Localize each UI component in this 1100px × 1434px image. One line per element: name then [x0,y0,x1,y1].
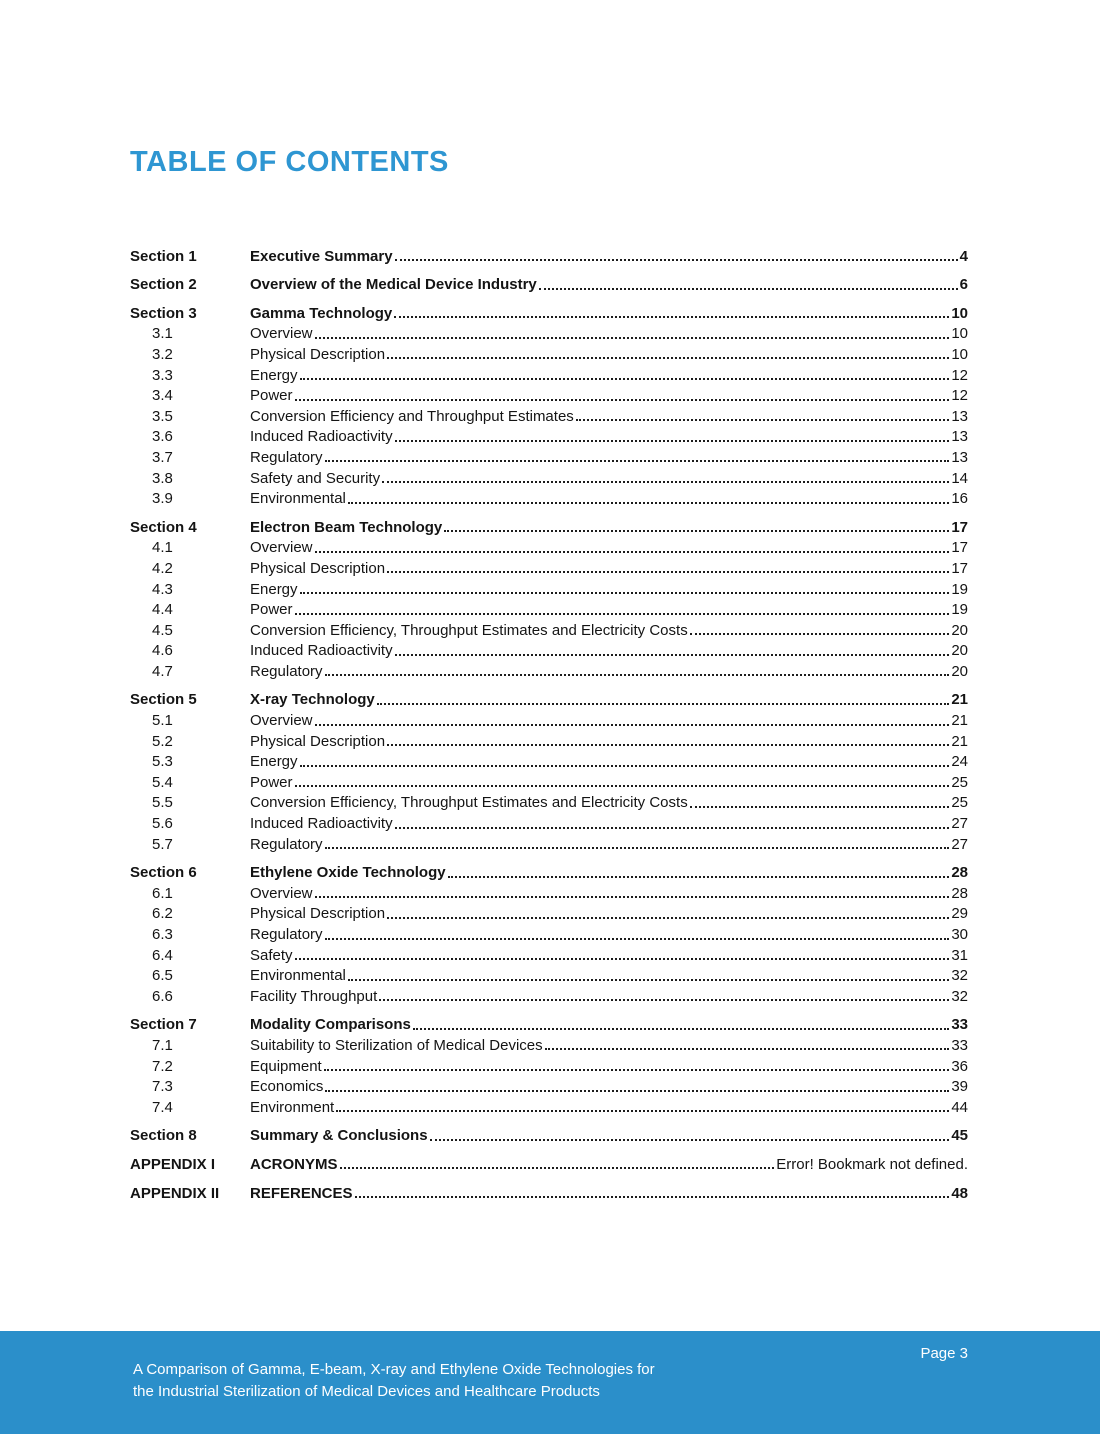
toc-entry[interactable] [130,1013,968,1034]
footer-report-title-line2: the Industrial Sterilization of Medical Devices and Healthcare Products [133,1383,600,1400]
toc-entry-title: Power [250,773,293,791]
toc-entry-label: 5.3 [152,753,173,771]
toc-entry-page: 32 [951,967,968,985]
toc-entry-page: 13 [951,428,968,446]
toc-entry-label: 4.5 [152,621,173,639]
toc-entry-title: X-ray Technology [250,691,375,709]
toc-entry-label: 3.4 [152,387,173,405]
toc-entry-title: Overview [250,712,313,730]
toc-entry-label: Section 2 [130,276,197,294]
toc-entry-title: Conversion Efficiency and Throughput Estimates [250,407,574,425]
toc-leader-dots [377,703,950,705]
toc-entry-title: Overview [250,539,313,557]
toc-entry[interactable] [130,1054,968,1075]
toc-entry-title: Conversion Efficiency, Throughput Estimates and Electricity Costs [250,621,688,639]
toc-entry[interactable] [130,1152,968,1173]
toc-entry-title: Overview [250,884,313,902]
toc-entry-title: Physical Description [250,345,386,363]
toc-entry-page: Error! Bookmark not defined. [776,1155,968,1173]
toc-entry-title: Suitability to Sterilization of Medical Devices [250,1036,543,1054]
toc-entry-title: Environmental [250,490,346,508]
toc-entry[interactable] [130,404,968,425]
toc-entry-label: Section 8 [130,1127,197,1145]
toc-entry-label: 6.5 [152,967,173,985]
toc-entry[interactable] [130,487,968,508]
toc-entry-title: Safety and Security [250,469,381,487]
footer-page-number: Page 3 [920,1345,968,1362]
toc-leader-dots [413,1028,949,1030]
toc-entry-page: 33 [951,1036,968,1054]
toc-entry-title: Electron Beam Technology [250,518,443,536]
toc-entry[interactable] [130,708,968,729]
toc-leader-dots [325,674,950,676]
toc-entry-title: Facility Throughput [250,987,378,1005]
toc-entry-page: 20 [951,621,968,639]
toc-entry-label: Section 4 [130,518,197,536]
toc-leader-dots [295,613,950,615]
footer-report-title-line1: A Comparison of Gamma, E-beam, X-ray and Ethylene Oxide Technologies for [133,1361,655,1378]
toc-entry-page: 21 [951,712,968,730]
toc-entry-title: Induced Radioactivity [250,642,393,660]
toc-entry-label: Section 7 [130,1016,197,1034]
toc-leader-dots [395,259,958,261]
toc-entry-page: 28 [951,864,968,882]
toc-entry[interactable] [130,750,968,771]
toc-entry-page: 6 [959,276,968,294]
toc-entry-label: 4.1 [152,539,173,557]
toc-entry[interactable] [130,791,968,812]
toc-leader-dots [387,744,949,746]
toc-entry-page: 27 [951,835,968,853]
toc-leader-dots [348,979,949,981]
toc-entry-label: 6.4 [152,946,173,964]
toc-entry[interactable] [130,902,968,923]
toc-leader-dots [387,917,949,919]
toc-entry-label: 4.7 [152,662,173,680]
toc-entry[interactable] [130,384,968,405]
toc-entry-label: 4.2 [152,559,173,577]
toc-entry[interactable] [130,881,968,902]
toc-leader-dots [395,827,950,829]
toc-entry[interactable] [130,688,968,709]
toc-entry-page: 10 [951,325,968,343]
toc-leader-dots [315,337,950,339]
toc-leader-dots [340,1167,775,1169]
toc-entry-page: 32 [951,987,968,1005]
toc-leader-dots [545,1048,950,1050]
toc-entry-page: 20 [951,662,968,680]
toc-entry[interactable] [130,832,968,853]
toc-entry-page: 21 [951,732,968,750]
toc-leader-dots [300,378,950,380]
toc-leader-dots [295,958,950,960]
toc-leader-dots [325,847,950,849]
toc-entry-page: 48 [951,1184,968,1202]
toc-leader-dots [325,1090,949,1092]
toc-leader-dots [315,551,950,553]
toc-leader-dots [394,316,949,318]
toc-entry-page: 20 [951,642,968,660]
toc-entry-page: 17 [951,539,968,557]
toc-entry-title: Energy [250,580,298,598]
toc-entry-page: 4 [959,247,968,265]
toc-entry-page: 28 [951,884,968,902]
toc-entry-title: Power [250,601,293,619]
toc-entry-title: Modality Comparisons [250,1016,411,1034]
toc-entry-label: Section 1 [130,247,197,265]
toc-entry-label: 4.4 [152,601,173,619]
toc-leader-dots [325,460,950,462]
toc-entry-page: 17 [951,518,968,536]
toc-leader-dots [295,399,950,401]
toc-entry[interactable] [130,943,968,964]
toc-entry-label: 5.2 [152,732,173,750]
toc-entry[interactable] [130,984,968,1005]
toc-entry-label: Section 5 [130,691,197,709]
toc-leader-dots [336,1110,949,1112]
toc-entry-title: Physical Description [250,732,386,750]
toc-leader-dots [325,938,950,940]
toc-leader-dots [387,357,949,359]
toc-entry[interactable] [130,922,968,943]
toc-entry-label: 7.4 [152,1098,173,1116]
toc-entry[interactable] [130,556,968,577]
toc-entry-title: Environment [250,1098,335,1116]
toc-entry-page: 30 [951,926,968,943]
toc-entry-title: Executive Summary [250,247,393,265]
toc-entry-page: 24 [951,753,968,771]
toc-leader-dots [295,785,950,787]
toc-leader-dots [395,654,950,656]
toc-entry-page: 36 [951,1057,968,1075]
toc-entry-page: 10 [951,304,968,322]
toc-entry[interactable] [130,729,968,750]
toc-entry-page: 13 [951,448,968,466]
toc-entry[interactable] [130,577,968,598]
toc-entry-title: Power [250,387,293,405]
toc-entry-page: 31 [951,946,968,964]
toc-entry[interactable] [130,244,968,265]
toc-entry-page: 14 [951,469,968,487]
toc-entry-title: Regulatory [250,662,323,680]
toc-entry-title: Induced Radioactivity [250,815,393,833]
toc-entry-title: Physical Description [250,559,386,577]
toc-entry[interactable] [130,659,968,680]
toc-entry-title: Gamma Technology [250,304,393,322]
toc-leader-dots [539,288,958,290]
table-of-contents [130,244,968,1202]
toc-entry-title: Induced Radioactivity [250,428,393,446]
toc-entry-label: 3.1 [152,325,173,343]
toc-entry[interactable] [130,639,968,660]
page-footer [0,1331,1100,1434]
toc-leader-dots [382,481,949,483]
toc-entry-page: 44 [951,1098,968,1116]
toc-entry-title: Summary & Conclusions [250,1127,428,1145]
toc-entry-title: Regulatory [250,448,323,466]
toc-entry-title: Regulatory [250,835,323,853]
toc-entry-page: 17 [951,559,968,577]
toc-entry-title: Overview of the Medical Device Industry [250,276,537,294]
toc-leader-dots [355,1196,950,1198]
toc-entry-title: Physical Description [250,905,386,923]
toc-entry-page: 21 [951,691,968,709]
toc-entry-label: 5.1 [152,712,173,730]
toc-entry-label: 6.2 [152,905,173,923]
toc-entry-page: 13 [951,407,968,425]
toc-entry-page: 25 [951,773,968,791]
toc-entry-page: 19 [951,580,968,598]
toc-leader-dots [444,530,949,532]
toc-entry[interactable] [130,861,968,882]
toc-entry-title: Energy [250,753,298,771]
toc-entry-title: Ethylene Oxide Technology [250,864,446,882]
toc-entry-label: 7.2 [152,1057,173,1075]
toc-entry-label: Section 6 [130,864,197,882]
toc-entry-page: 12 [951,387,968,405]
toc-entry[interactable] [130,1124,968,1145]
toc-entry-page: 19 [951,601,968,619]
toc-leader-dots [430,1139,950,1141]
toc-entry[interactable] [130,811,968,832]
toc-entry[interactable] [130,598,968,619]
toc-entry-label: 7.1 [152,1036,173,1054]
toc-entry[interactable] [130,425,968,446]
toc-entry[interactable] [130,273,968,294]
toc-entry[interactable] [130,618,968,639]
toc-entry-title: Equipment [250,1057,322,1075]
toc-entry[interactable] [130,1181,968,1202]
toc-entry[interactable] [130,536,968,557]
toc-entry-label: 3.9 [152,490,173,508]
toc-entry-page: 10 [951,345,968,363]
toc-entry-title: Economics [250,1078,324,1096]
toc-leader-dots [348,502,949,504]
toc-leader-dots [379,999,949,1001]
toc-entry-page: 27 [951,815,968,833]
toc-entry-page: 33 [951,1016,968,1034]
toc-leader-dots [690,633,950,635]
toc-leader-dots [315,896,950,898]
toc-entry-title: REFERENCES [250,1184,353,1202]
toc-entry-label: 3.7 [152,448,173,466]
toc-entry[interactable] [130,1095,968,1116]
toc-entry-page: 45 [951,1127,968,1145]
toc-entry[interactable] [130,445,968,466]
toc-entry-title: Safety [250,946,293,964]
toc-entry-title: Regulatory [250,926,323,943]
toc-entry-label: 5.4 [152,773,173,791]
toc-entry-title: ACRONYMS [250,1155,338,1173]
toc-entry-label: Section 3 [130,304,197,322]
toc-entry-title: Energy [250,366,298,384]
toc-entry[interactable] [130,466,968,487]
toc-entry-page: 16 [951,490,968,508]
toc-leader-dots [324,1069,950,1071]
toc-entry-title: Conversion Efficiency, Throughput Estimates and Electricity Costs [250,794,688,812]
toc-entry-label: 6.1 [152,884,173,902]
toc-entry-label: 3.6 [152,428,173,446]
toc-entry-label: 5.6 [152,815,173,833]
toc-leader-dots [315,724,950,726]
toc-entry-label: 3.2 [152,345,173,363]
toc-entry[interactable] [130,1075,968,1096]
toc-entry[interactable] [130,342,968,363]
toc-entry-label: 5.5 [152,794,173,812]
toc-entry-label: 3.8 [152,469,173,487]
toc-entry-title: Environmental [250,967,346,985]
toc-entry-title: Overview [250,325,313,343]
page-title: TABLE OF CONTENTS [130,146,449,178]
toc-leader-dots [395,440,950,442]
toc-entry-label: 5.7 [152,835,173,853]
toc-entry-page: 39 [951,1078,968,1096]
toc-leader-dots [300,765,950,767]
toc-entry-page: 29 [951,905,968,923]
toc-entry[interactable] [130,363,968,384]
toc-entry-label: 3.5 [152,407,173,425]
toc-entry[interactable] [130,964,968,985]
toc-entry-page: 25 [951,794,968,812]
toc-entry[interactable] [130,515,968,536]
toc-entry-label: 6.6 [152,987,173,1005]
toc-entry[interactable] [130,322,968,343]
toc-leader-dots [690,806,950,808]
toc-entry-page: 12 [951,366,968,384]
toc-entry-label: APPENDIX I [130,1155,216,1173]
toc-leader-dots [300,592,950,594]
toc-entry-label: APPENDIX II [130,1184,220,1202]
toc-entry-label: 3.3 [152,366,173,384]
toc-entry-label: 4.3 [152,580,173,598]
toc-leader-dots [448,876,950,878]
toc-entry[interactable] [130,770,968,791]
toc-leader-dots [387,571,949,573]
toc-entry-label: 7.3 [152,1078,173,1096]
footer-report-title [133,1359,655,1403]
toc-entry[interactable] [130,1033,968,1054]
toc-entry-label: 4.6 [152,642,173,660]
toc-entry-label: 6.3 [152,926,173,943]
toc-leader-dots [576,419,950,421]
toc-entry[interactable] [130,301,968,322]
